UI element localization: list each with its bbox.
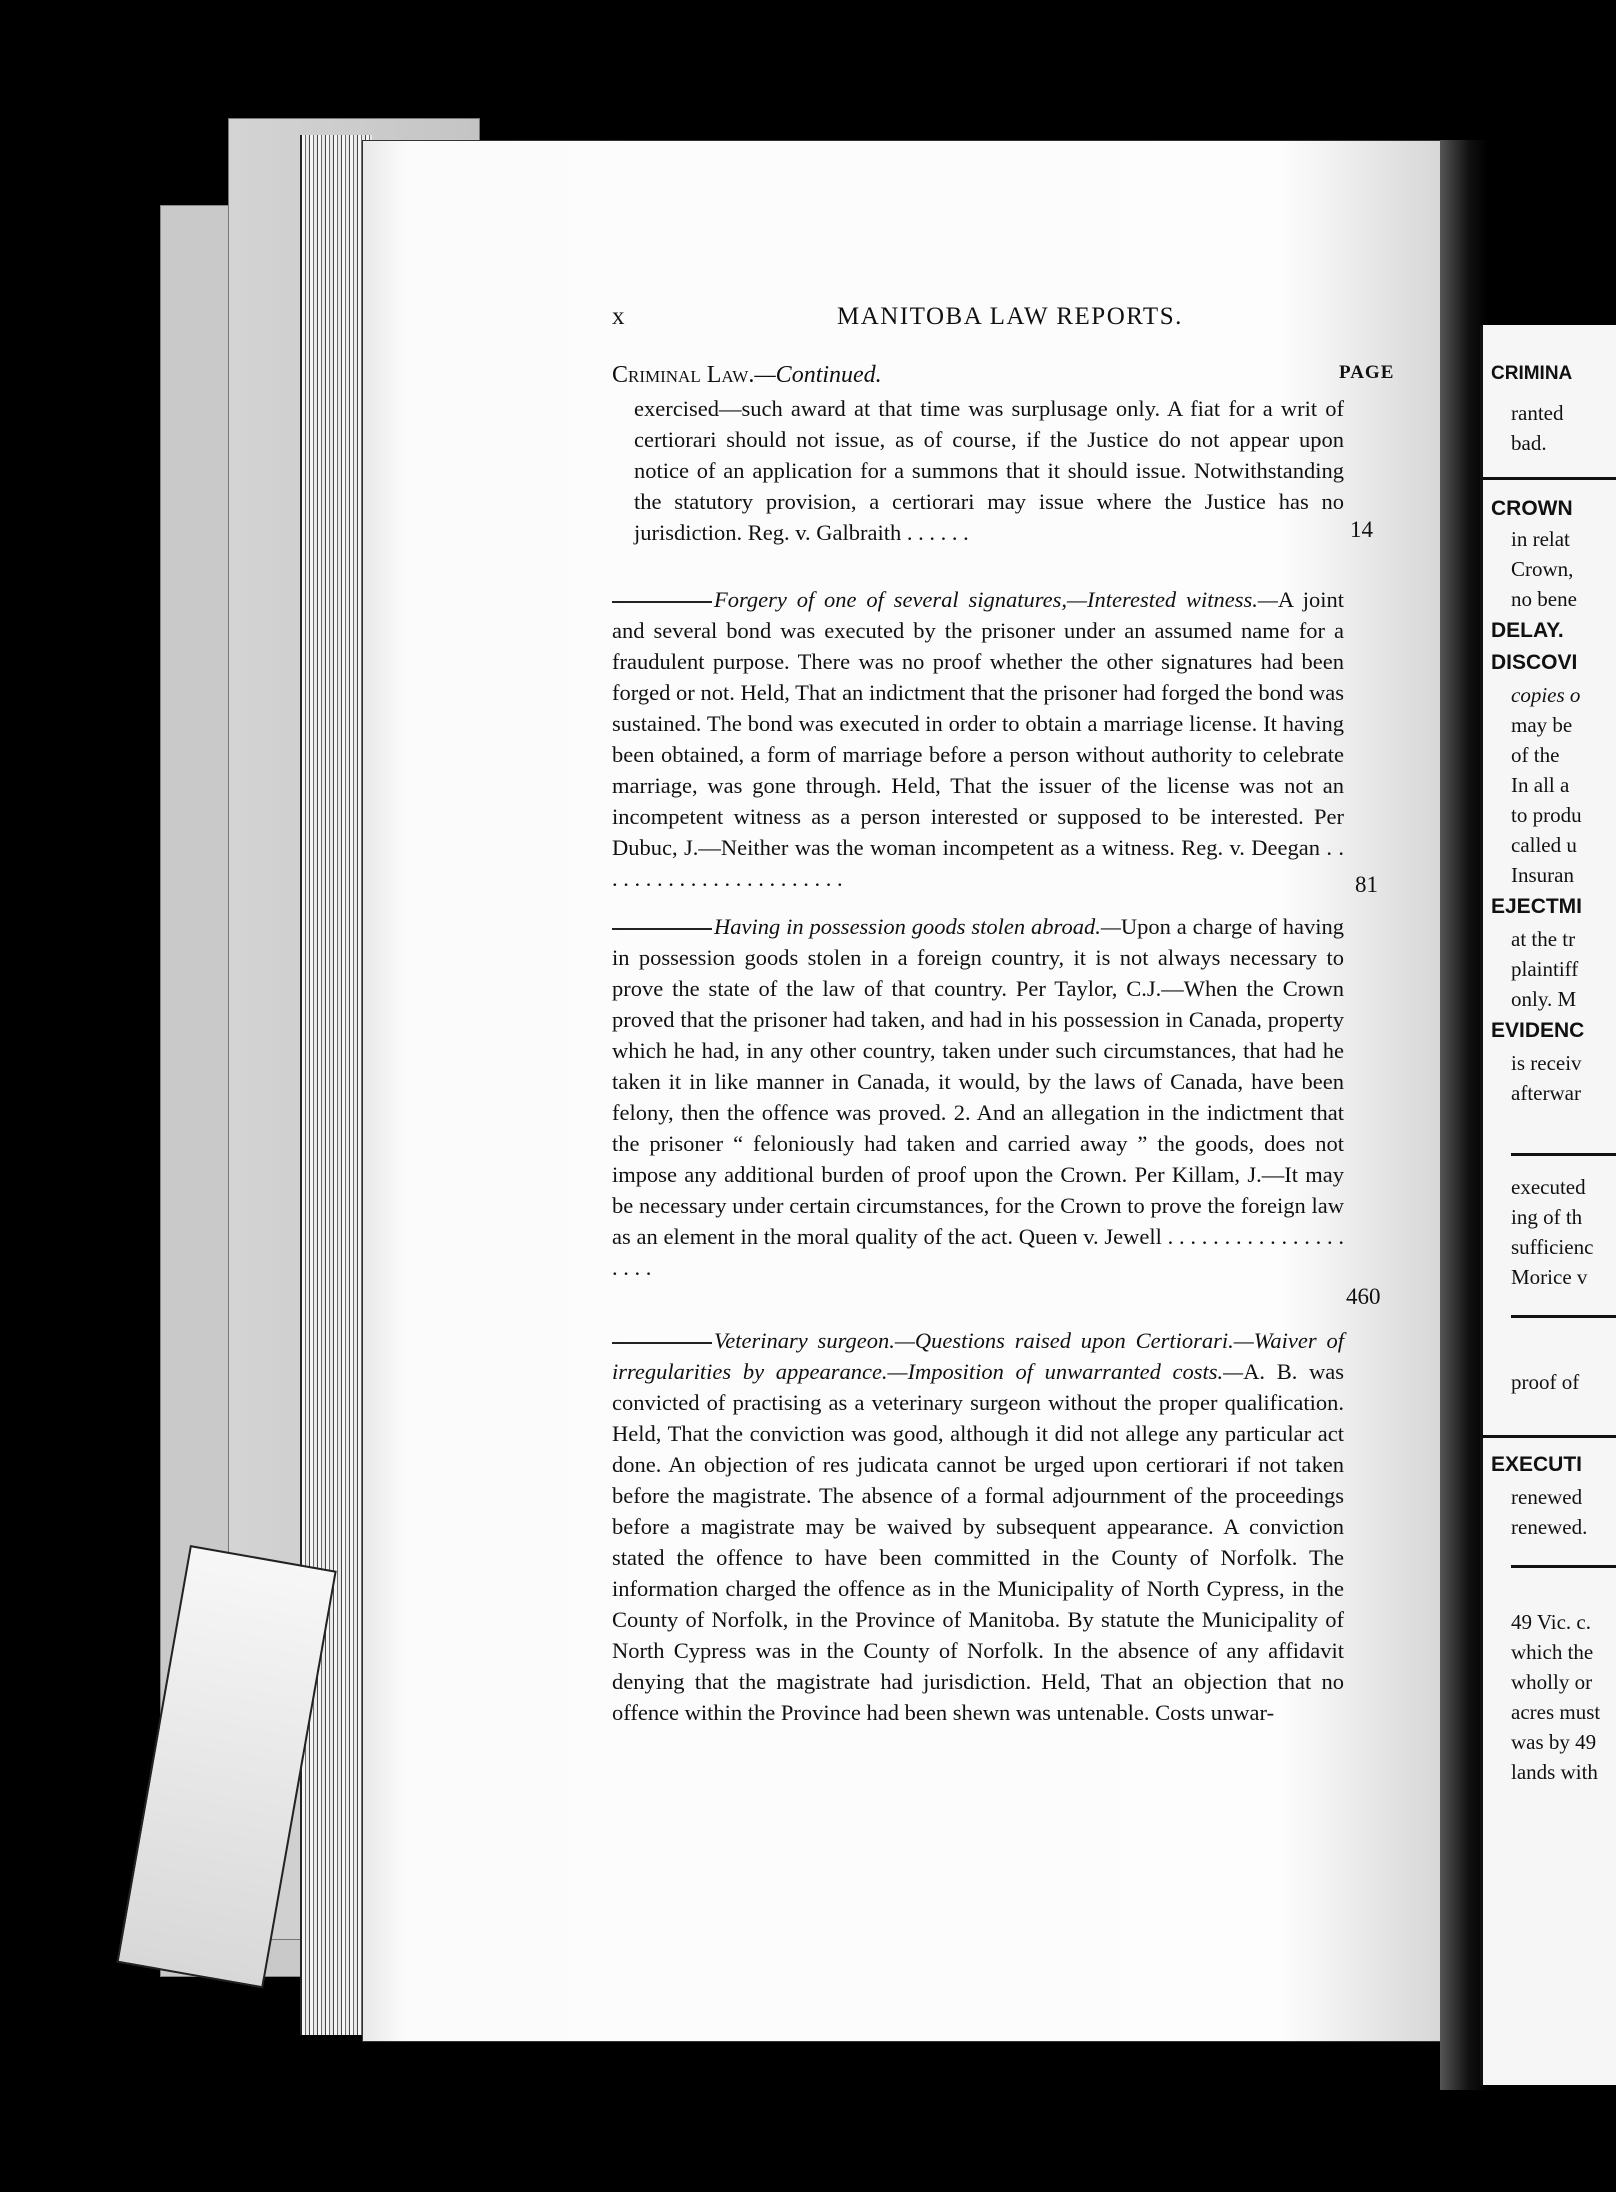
facing-line: renewed [1511,1485,1583,1509]
facing-rule [1511,1153,1616,1156]
running-header [612,303,1392,343]
facing-line: Morice v [1511,1265,1588,1289]
em-rule [612,1342,712,1344]
facing-line: Insuran [1511,863,1574,887]
section-heading-continued: —Continued. [754,362,882,388]
facing-line: DELAY. [1491,619,1564,642]
page-folio: x [612,303,626,330]
section-heading [612,362,882,389]
facing-line: EXECUTI [1491,1453,1583,1476]
section-heading-title: Criminal Law. [612,362,755,388]
page-reference: 460 [1346,1284,1381,1309]
index-entry [634,393,1344,548]
facing-line: lands with [1511,1760,1598,1784]
facing-line: of the [1511,743,1560,767]
facing-rule [1511,1565,1616,1568]
facing-line: executed [1511,1175,1586,1199]
facing-line: acres must [1511,1700,1601,1724]
facing-line: EVIDENC [1491,1019,1585,1042]
page-reference: 14 [1350,517,1373,542]
facing-line: proof of [1511,1370,1580,1394]
facing-line: In all a [1511,773,1570,797]
facing-line: Crown, [1511,557,1574,581]
entry-text: A. B. was convicted of practising as a veterinary surgeon without the proper qualification. Held, That the conviction was good, although it did not allege any particular act done. An objection of res judicata cannot be urged upon certiorari if not taken before the magistrate. The absence of a formal adjournment of the proceedings before a magistrate may be waived by subsequent appearance. A conviction stated the offence to have been committed in the County of Norfolk. The information charged the offence as in the Municipality of North Cypress, in the County of Norfolk, in the Province of Manitoba. By statute the Municipality of North Cypress was in the County of Norfolk. In the absence of any affidavit denying that the magistrate had jurisdiction. Held, That an objection that no offence within the Province had been shewn was untenable. Costs unwar- [612,1359,1344,1725]
facing-line: DISCOVI [1491,651,1578,674]
facing-line: was by 49 [1511,1730,1597,1754]
facing-line: renewed. [1511,1515,1588,1539]
facing-line: at the tr [1511,927,1576,951]
index-entry [612,1325,1344,1728]
running-title: MANITOBA LAW REPORTS. [837,303,1183,330]
facing-line: plaintiff [1511,957,1579,981]
facing-rule [1511,1315,1616,1318]
facing-line: 49 Vic. c. [1511,1610,1592,1634]
facing-line: may be [1511,713,1573,737]
facing-line: in relat [1511,527,1570,551]
facing-line: EJECTMI [1491,895,1583,918]
facing-line: ing of th [1511,1205,1583,1229]
facing-rule [1483,1435,1616,1438]
entry-text: exercised—such award at that time was surplusage only. A fiat for a writ of certiorari should not issue, as of course, if the Justice do not appear upon notice of an application for a summons that it should issue. Notwithstanding the statutory provision, a certiorari may issue where the Justice has no jurisdiction. Reg. v. Galbraith . . . . . . [634,396,1344,545]
entry-subject: Veterinary surgeon.—Questions raised upon Certiorari.—Waiver of irregularities by appearance.—Imposition of unwarranted costs.— [612,1328,1344,1384]
facing-line: CRIMINA [1491,363,1573,384]
facing-line: to produ [1511,803,1582,827]
facing-line: no bene [1511,587,1577,611]
facing-line: sufficienc [1511,1235,1594,1259]
facing-line: copies o [1511,683,1581,707]
em-rule [612,928,712,930]
facing-line: is receiv [1511,1051,1582,1075]
facing-line: bad. [1511,431,1547,455]
entry-text: A joint and several bond was executed by the prisoner under an assumed name for a fraudulent purpose. There was no proof whether the other signatures had been forged or not. Held, That an indictment that the prisoner had forged the bond was sustained. The bond was executed in order to obtain a marriage license. It having been obtained, a form of marriage before a person without authority to celebrate marriage, was gone through. Held, That the issuer of the license was not an incompetent witness as a person interested or supposed to be interested. Per Dubuc, J.—Neither was the woman incompetent as a witness. Reg. v. Deegan . . . . . . . . . . . . . . . . . . . . . . . [612,587,1344,891]
facing-line: which the [1511,1640,1594,1664]
facing-page-fragment [1480,325,1616,2085]
facing-rule [1483,477,1616,480]
facing-line: wholly or [1511,1670,1593,1694]
facing-line: ranted [1511,401,1564,425]
entry-subject: Having in possession goods stolen abroad.— [714,914,1121,939]
page-column-label: PAGE [1339,362,1395,383]
facing-line: CROWN [1491,497,1573,520]
index-entry [612,911,1344,1283]
facing-line: called u [1511,833,1577,857]
facing-line: only. M [1511,987,1577,1011]
facing-line: afterwar [1511,1081,1581,1105]
page-reference: 81 [1355,872,1378,897]
entry-text: Upon a charge of having in possession goods stolen in a foreign country, it is not always necessary to prove the state of the law of that country. Per Taylor, C.J.—When the Crown proved that the prisoner had taken, and had in his possession in Canada, property which he had, in any other country, taken under such circumstances, that had he taken it in like manner in Canada, it would, by the laws of Canada, have been felony, then the offence was proved. 2. And an allegation in the indictment that the prisoner “ feloniously had taken and carried away ” the goods, does not impose any additional burden of proof upon the Crown. Per Killam, J.—It may be necessary under certain circumstances, for the Crown to prove the foreign law as an element in the moral quality of the act. Queen v. Jewell . . . . . . . . . . . . . . . . . . . . [612,914,1344,1280]
entry-subject: Forgery of one of several signatures,—Interested witness.— [714,587,1278,612]
index-entry [612,584,1344,894]
em-rule [612,601,712,603]
